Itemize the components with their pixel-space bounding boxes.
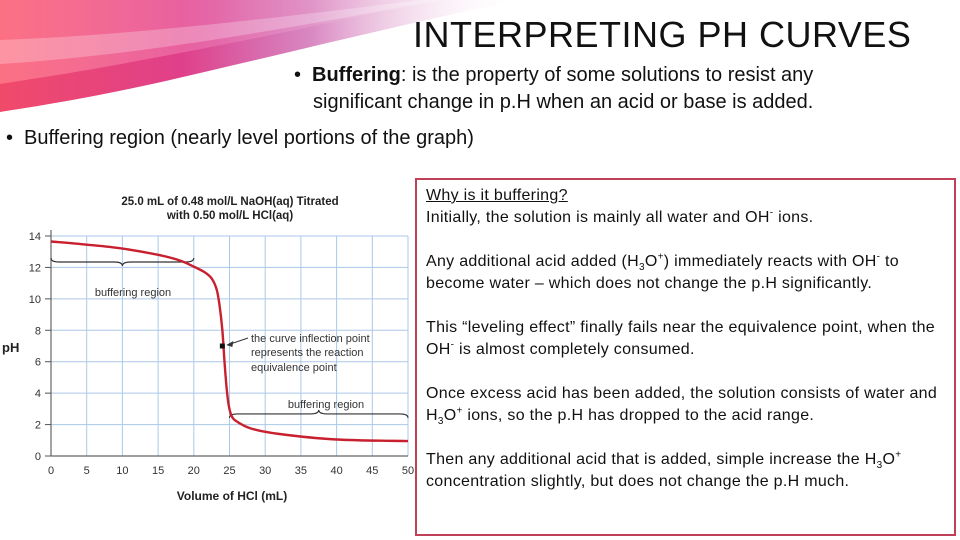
buffering-brace-lower	[230, 410, 409, 418]
page-title: INTERPRETING PH CURVES	[413, 14, 912, 55]
x-tick-label: 50	[401, 465, 415, 477]
explanation-paragraph-3	[426, 317, 944, 361]
explanation-paragraph-1	[426, 207, 944, 229]
explanation-paragraph-5	[426, 449, 944, 493]
x-tick-label: 15	[151, 465, 165, 477]
annotation-inflection-line1: the curve inflection point	[251, 333, 370, 345]
buffering-def-line1: : is the property of some solutions to resist any	[400, 64, 814, 86]
p2-text-b: O	[644, 253, 658, 270]
x-tick-label: 35	[294, 465, 308, 477]
p5-sup: +	[895, 449, 902, 461]
p4-text-a: Once excess acid has been added, the solution consists of water and H	[426, 385, 938, 424]
p5-text-b: O	[882, 451, 896, 468]
y-tick-label: 14	[28, 231, 41, 243]
p2-text-c: ) immediately reacts with OH	[663, 253, 877, 270]
explanation-box	[415, 178, 956, 536]
y-tick-label: 12	[28, 262, 41, 275]
explanation-heading: Why is it buffering?	[426, 187, 568, 204]
ph-titration-chart	[0, 178, 415, 518]
y-tick-label: 8	[34, 325, 41, 338]
bullet-buffering-region	[6, 125, 706, 152]
p1-text-b: ions.	[773, 209, 814, 226]
x-tick-label: 45	[366, 465, 379, 477]
p5-sub: 3	[876, 460, 883, 472]
p4-sup: +	[456, 405, 463, 417]
chart-title: 25.0 mL of 0.48 mol/L NaOH(aq) Titrated	[121, 196, 339, 208]
p5-text-c: concentration slightly, but does not change the p.H much.	[426, 473, 850, 490]
y-tick-label: 4	[34, 388, 41, 401]
y-tick-label: 2	[34, 419, 41, 432]
annotation-inflection-line3: equivalence point	[251, 362, 337, 374]
y-axis-label: pH	[2, 340, 20, 355]
x-tick-label: 30	[259, 465, 272, 477]
x-tick-label: 40	[330, 465, 343, 477]
buffering-region-text: Buffering region (nearly level portions of the graph)	[24, 127, 474, 149]
p3-text-a: This “leveling effect” finally fails near the equivalence point, when the OH	[426, 319, 935, 358]
p5-text-a: Then any additional acid that is added, simple increase the H	[426, 451, 877, 468]
x-tick-label: 25	[223, 465, 236, 477]
y-tick-label: 6	[34, 356, 41, 369]
p3-sup: -	[450, 339, 455, 351]
buffering-def-line2: significant change in p.H when an acid or base is added.	[313, 91, 814, 113]
bullet-buffering-definition	[294, 62, 934, 116]
bullet-dot: •	[6, 127, 14, 149]
p4-sub: 3	[437, 416, 444, 428]
p1-sup: -	[769, 207, 774, 219]
bullet-dot: •	[294, 64, 302, 86]
chart-subtitle: with 0.50 mol/L HCl(aq)	[166, 210, 294, 222]
explanation-paragraph-2	[426, 251, 944, 295]
explanation-paragraph-4	[426, 383, 944, 427]
annotation-buffering-upper: buffering region	[94, 287, 172, 299]
p2-text-d: to become water – which does not change the p.H significantly.	[426, 253, 899, 292]
p2-text-a: Any additional acid added (H	[426, 253, 639, 270]
p1-text-a: Initially, the solution is mainly all water and OH	[426, 209, 770, 226]
annotation-inflection-line2: represents the reaction	[251, 347, 364, 359]
y-tick-label: 10	[28, 293, 41, 306]
x-axis-label: Volume of HCl (mL)	[176, 489, 288, 503]
x-tick-label: 20	[187, 465, 200, 477]
p2-sup: +	[657, 251, 664, 263]
equivalence-point-marker	[220, 344, 225, 349]
annotation-buffering-lower: buffering region	[287, 399, 365, 411]
p2-sub: 3	[638, 262, 645, 274]
x-tick-label: 5	[83, 465, 90, 477]
p3-text-b: is almost completely consumed.	[454, 341, 695, 358]
x-tick-label: 0	[47, 465, 55, 477]
buffering-term: Buffering	[312, 64, 401, 86]
p2-sup2: -	[876, 251, 881, 263]
p4-text-b: O	[443, 407, 457, 424]
p4-text-c: ions, so the p.H has dropped to the acid range.	[462, 407, 815, 424]
y-tick-label: 0	[34, 451, 41, 463]
x-tick-label: 10	[116, 465, 129, 477]
